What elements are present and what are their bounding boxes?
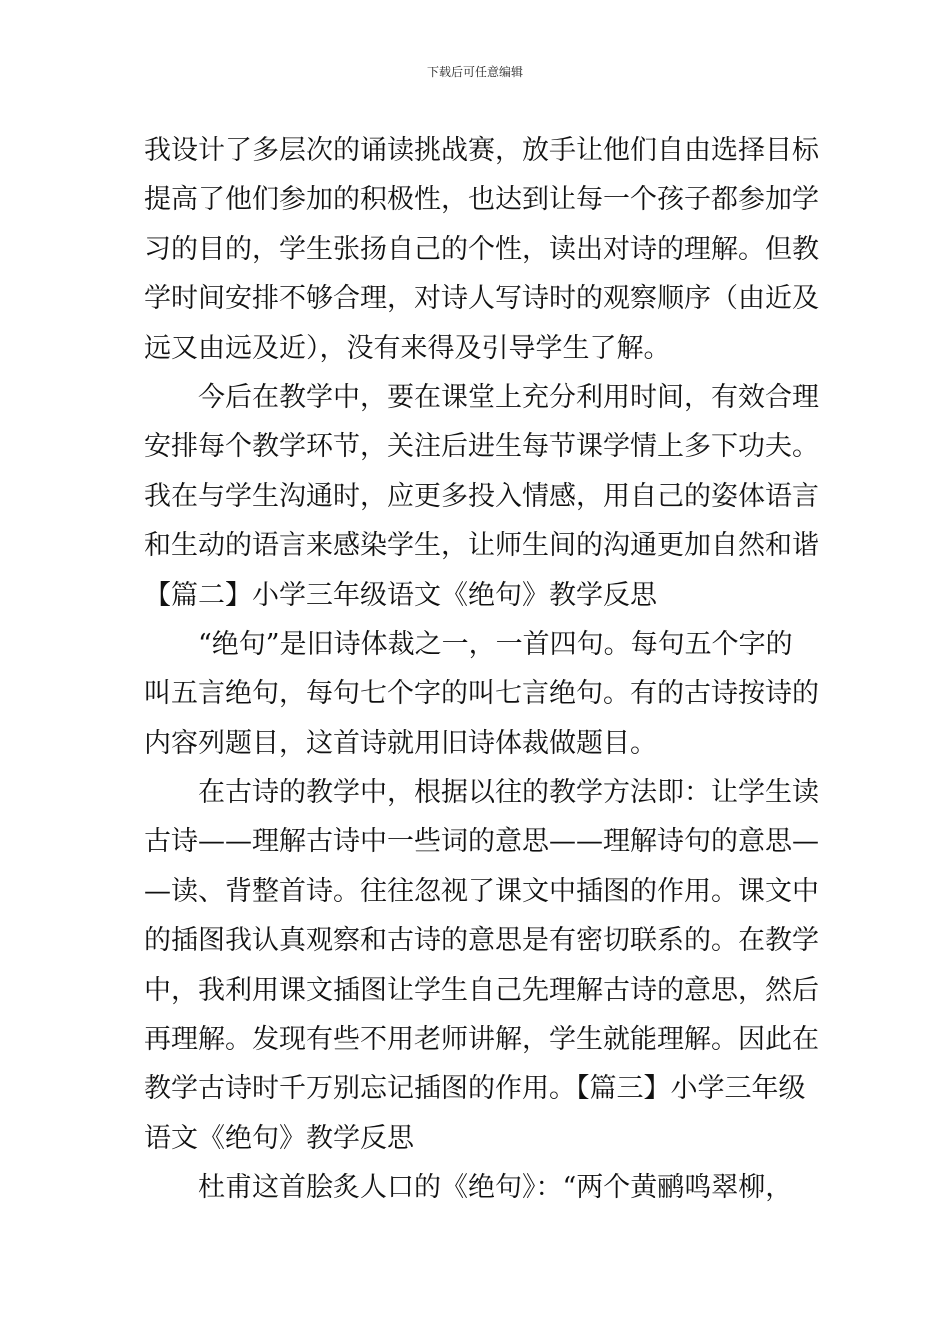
text-line: 远又由远及近），没有来得及引导学生了解。 [144,332,671,364]
text-line: 教学古诗时千万别忘记插图的作用。【篇三】小学三年级 [144,1073,806,1105]
section-heading: 语文《绝句》教学反思 [144,1122,414,1154]
text-line: “绝句”是旧诗体裁之一，一首四句。每句五个字的 [144,628,793,660]
text-line: 提高了他们参加的积极性，也达到让每一个孩子都参加学 [144,184,819,216]
page-header: 下载后可任意编辑 [426,65,523,79]
text-line: 和生动的语言来感染学生，让师生间的沟通更加自然和谐 [144,530,819,562]
section-heading: 【篇二】小学三年级语文《绝句》教学反思 [144,579,657,611]
text-line: —读、背整首诗。往往忽视了课文中插图的作用。课文中 [144,875,819,907]
body-text [144,126,819,1213]
text-line: 再理解。发现有些不用老师讲解，学生就能理解。因此在 [144,1024,819,1056]
text-line: 我设计了多层次的诵读挑战赛，放手让他们自由选择目标 [144,135,819,166]
text-line: 古诗——理解古诗中一些词的意思——理解诗句的意思— [144,826,819,858]
text-line: 中，我利用课文插图让学生自己先理解古诗的意思，然后 [144,974,819,1006]
text-line: 叫五言绝句，每句七个字的叫七言绝句。有的古诗按诗的 [144,678,819,710]
text-line: 今后在教学中，要在课堂上充分利用时间，有效合理 [144,381,819,413]
text-line: 的插图我认真观察和古诗的意思是有密切联系的。在教学 [144,925,819,957]
text-line: 我在与学生沟通时，应更多投入情感，用自己的姿体语言 [144,480,819,512]
text-line: 内容列题目，这首诗就用旧诗体裁做题目。 [144,727,657,759]
text-line: 习的目的，学生张扬自己的个性，读出对诗的理解。但教 [144,233,819,265]
text-line: 安排每个教学环节，关注后进生每节课学情上多下功夫。 [144,431,819,463]
text-line: 学时间安排不够合理，对诗人写诗时的观察顺序（由近及 [144,283,819,315]
text-line: 在古诗的教学中，根据以往的教学方法即：让学生读 [144,777,819,809]
text-line: 杜甫这首脍炙人口的《绝句》：“两个黄鹂鸣翠柳， [144,1172,793,1204]
